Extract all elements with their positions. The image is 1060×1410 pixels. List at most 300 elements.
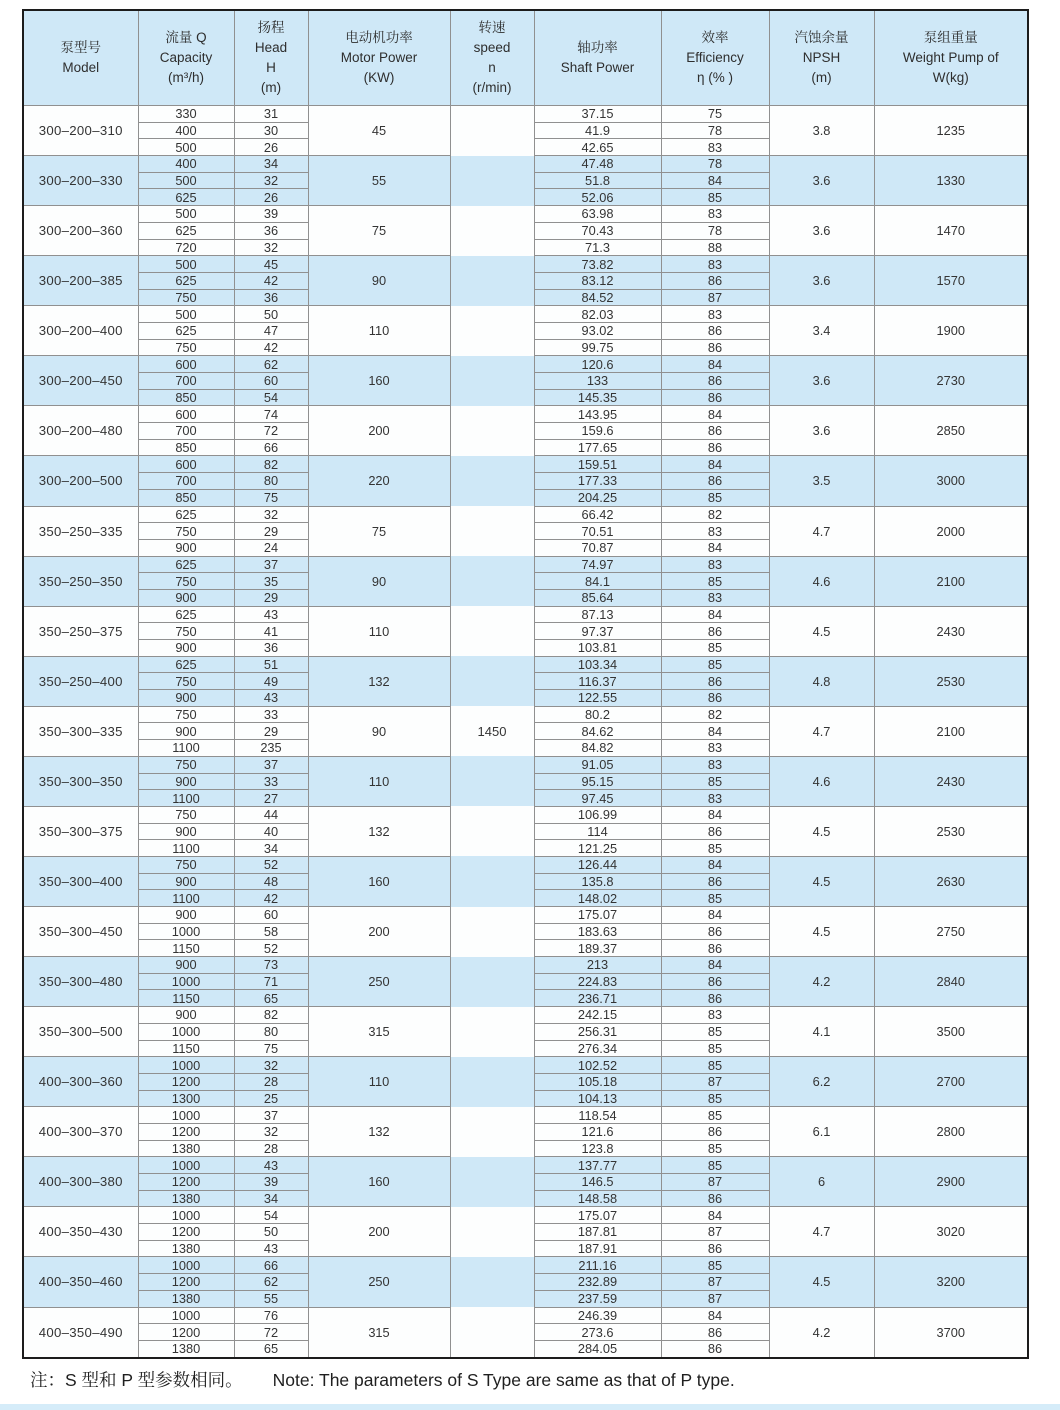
motor-power-cell: 250 xyxy=(308,1257,450,1307)
table-row xyxy=(23,907,1028,924)
speed-cell xyxy=(450,473,534,490)
shaft-power-cell: 83.12 xyxy=(534,272,661,289)
weight-cell: 2530 xyxy=(874,656,1028,706)
head-cell: 43 xyxy=(234,1157,308,1174)
motor-power-cell: 132 xyxy=(308,806,450,856)
model-cell: 300–200–310 xyxy=(23,106,138,156)
head-cell: 25 xyxy=(234,1090,308,1107)
header-line: 扬程 xyxy=(257,19,285,35)
efficiency-cell: 86 xyxy=(661,373,769,390)
head-cell: 47 xyxy=(234,322,308,339)
shaft-power-cell: 284.05 xyxy=(534,1340,661,1357)
capacity-cell: 700 xyxy=(138,473,234,490)
capacity-cell: 1380 xyxy=(138,1290,234,1307)
motor-power-cell: 160 xyxy=(308,1157,450,1207)
capacity-cell: 500 xyxy=(138,139,234,156)
head-cell: 76 xyxy=(234,1307,308,1324)
capacity-cell: 600 xyxy=(138,356,234,373)
capacity-cell: 600 xyxy=(138,456,234,473)
head-cell: 33 xyxy=(234,773,308,790)
speed-cell xyxy=(450,957,534,974)
capacity-cell: 1200 xyxy=(138,1274,234,1291)
speed-cell xyxy=(450,589,534,606)
capacity-cell: 900 xyxy=(138,873,234,890)
capacity-cell: 850 xyxy=(138,389,234,406)
speed-cell xyxy=(450,306,534,323)
weight-cell: 2430 xyxy=(874,606,1028,656)
speed-cell xyxy=(450,523,534,540)
speed-cell xyxy=(450,272,534,289)
efficiency-cell: 83 xyxy=(661,740,769,757)
speed-cell xyxy=(450,1073,534,1090)
speed-cell xyxy=(450,1007,534,1024)
capacity-cell: 1200 xyxy=(138,1324,234,1341)
head-cell: 52 xyxy=(234,940,308,957)
table-row xyxy=(23,1307,1028,1324)
speed-cell xyxy=(450,1174,534,1191)
head-cell: 80 xyxy=(234,473,308,490)
capacity-cell: 850 xyxy=(138,439,234,456)
speed-cell xyxy=(450,1274,534,1291)
npsh-cell: 3.4 xyxy=(769,306,874,356)
efficiency-cell: 86 xyxy=(661,473,769,490)
model-cell: 350–250–375 xyxy=(23,606,138,656)
shaft-power-cell: 236.71 xyxy=(534,990,661,1007)
capacity-cell: 625 xyxy=(138,506,234,523)
efficiency-cell: 85 xyxy=(661,1257,769,1274)
head-cell: 65 xyxy=(234,1340,308,1357)
head-cell: 36 xyxy=(234,289,308,306)
model-cell: 350–250–400 xyxy=(23,656,138,706)
efficiency-cell: 86 xyxy=(661,823,769,840)
capacity-cell: 750 xyxy=(138,706,234,723)
head-cell: 45 xyxy=(234,256,308,273)
head-cell: 52 xyxy=(234,856,308,873)
table-row xyxy=(23,1157,1028,1174)
npsh-cell: 3.8 xyxy=(769,106,874,156)
weight-cell: 1900 xyxy=(874,306,1028,356)
speed-cell xyxy=(450,189,534,206)
efficiency-cell: 86 xyxy=(661,1240,769,1257)
head-cell: 41 xyxy=(234,623,308,640)
efficiency-cell: 84 xyxy=(661,406,769,423)
table-row xyxy=(23,306,1028,323)
speed-cell xyxy=(450,1307,534,1324)
efficiency-cell: 84 xyxy=(661,172,769,189)
efficiency-cell: 82 xyxy=(661,506,769,523)
header-line: (r/min) xyxy=(472,80,512,96)
speed-cell xyxy=(450,940,534,957)
weight-cell: 3500 xyxy=(874,1007,1028,1057)
shaft-power-cell: 97.45 xyxy=(534,790,661,807)
table-row xyxy=(23,1207,1028,1224)
efficiency-cell: 78 xyxy=(661,156,769,173)
head-cell: 43 xyxy=(234,690,308,707)
head-cell: 58 xyxy=(234,923,308,940)
efficiency-cell: 78 xyxy=(661,122,769,139)
speed-cell xyxy=(450,656,534,673)
efficiency-cell: 86 xyxy=(661,623,769,640)
efficiency-cell: 86 xyxy=(661,423,769,440)
head-cell: 39 xyxy=(234,206,308,223)
shaft-power-cell: 121.6 xyxy=(534,1123,661,1140)
model-cell: 350–300–350 xyxy=(23,756,138,806)
efficiency-cell: 86 xyxy=(661,389,769,406)
speed-cell xyxy=(450,806,534,823)
model-cell: 350–300–500 xyxy=(23,1007,138,1057)
head-cell: 54 xyxy=(234,1207,308,1224)
shaft-power-cell: 148.58 xyxy=(534,1190,661,1207)
table-row xyxy=(23,506,1028,523)
header-line: 泵型号 xyxy=(60,39,101,55)
header-line: Shaft Power xyxy=(560,60,635,75)
efficiency-cell: 82 xyxy=(661,706,769,723)
shaft-power-cell: 105.18 xyxy=(534,1073,661,1090)
motor-power-cell: 110 xyxy=(308,756,450,806)
shaft-power-cell: 204.25 xyxy=(534,489,661,506)
npsh-cell: 3.6 xyxy=(769,256,874,306)
efficiency-cell: 86 xyxy=(661,940,769,957)
motor-power-cell: 315 xyxy=(308,1007,450,1057)
table-row xyxy=(23,856,1028,873)
shaft-power-cell: 104.13 xyxy=(534,1090,661,1107)
model-cell: 300–200–450 xyxy=(23,356,138,406)
speed-cell xyxy=(450,1123,534,1140)
efficiency-cell: 86 xyxy=(661,873,769,890)
efficiency-cell: 83 xyxy=(661,589,769,606)
speed-cell xyxy=(450,423,534,440)
head-cell: 48 xyxy=(234,873,308,890)
capacity-cell: 1380 xyxy=(138,1240,234,1257)
efficiency-cell: 85 xyxy=(661,840,769,857)
npsh-cell: 6.1 xyxy=(769,1107,874,1157)
speed-cell xyxy=(450,239,534,256)
model-cell: 350–300–335 xyxy=(23,706,138,756)
motor-power-cell: 110 xyxy=(308,306,450,356)
capacity-cell: 900 xyxy=(138,723,234,740)
shaft-power-cell: 177.65 xyxy=(534,439,661,456)
shaft-power-cell: 37.15 xyxy=(534,106,661,123)
speed-cell xyxy=(450,706,534,723)
column-header-head xyxy=(234,10,308,106)
table-row xyxy=(23,656,1028,673)
capacity-cell: 750 xyxy=(138,573,234,590)
efficiency-cell: 84 xyxy=(661,606,769,623)
speed-cell xyxy=(450,256,534,273)
npsh-cell: 4.8 xyxy=(769,656,874,706)
capacity-cell: 1380 xyxy=(138,1190,234,1207)
capacity-cell: 1000 xyxy=(138,1023,234,1040)
column-header-weight xyxy=(874,10,1028,106)
shaft-power-cell: 123.8 xyxy=(534,1140,661,1157)
shaft-power-cell: 148.02 xyxy=(534,890,661,907)
efficiency-cell: 85 xyxy=(661,1057,769,1074)
speed-cell xyxy=(450,623,534,640)
capacity-cell: 330 xyxy=(138,106,234,123)
head-cell: 75 xyxy=(234,489,308,506)
speed-cell xyxy=(450,973,534,990)
efficiency-cell: 83 xyxy=(661,756,769,773)
weight-cell: 1570 xyxy=(874,256,1028,306)
efficiency-cell: 86 xyxy=(661,690,769,707)
head-cell: 24 xyxy=(234,539,308,556)
speed-cell xyxy=(450,106,534,123)
head-cell: 30 xyxy=(234,122,308,139)
shaft-power-cell: 116.37 xyxy=(534,673,661,690)
efficiency-cell: 78 xyxy=(661,222,769,239)
speed-cell xyxy=(450,606,534,623)
speed-cell xyxy=(450,1340,534,1357)
capacity-cell: 700 xyxy=(138,423,234,440)
shaft-power-cell: 159.51 xyxy=(534,456,661,473)
speed-cell xyxy=(450,1190,534,1207)
shaft-power-cell: 103.81 xyxy=(534,640,661,657)
efficiency-cell: 85 xyxy=(661,656,769,673)
capacity-cell: 1200 xyxy=(138,1073,234,1090)
header-line: 汽蚀余量 xyxy=(794,29,849,45)
motor-power-cell: 200 xyxy=(308,1207,450,1257)
npsh-cell: 4.7 xyxy=(769,1207,874,1257)
capacity-cell: 1300 xyxy=(138,1090,234,1107)
header-line: 轴功率 xyxy=(577,39,618,55)
capacity-cell: 750 xyxy=(138,523,234,540)
speed-cell xyxy=(450,506,534,523)
capacity-cell: 625 xyxy=(138,189,234,206)
shaft-power-cell: 63.98 xyxy=(534,206,661,223)
speed-cell xyxy=(450,322,534,339)
header-line: Motor Power xyxy=(340,49,418,65)
shaft-power-cell: 133 xyxy=(534,373,661,390)
capacity-cell: 750 xyxy=(138,673,234,690)
header-line: 效率 xyxy=(701,29,729,45)
shaft-power-cell: 84.52 xyxy=(534,289,661,306)
capacity-cell: 1200 xyxy=(138,1174,234,1191)
head-cell: 44 xyxy=(234,806,308,823)
header-line: n xyxy=(488,60,496,75)
shaft-power-cell: 91.05 xyxy=(534,756,661,773)
capacity-cell: 1380 xyxy=(138,1340,234,1357)
capacity-cell: 1150 xyxy=(138,1040,234,1057)
shaft-power-cell: 175.07 xyxy=(534,1207,661,1224)
efficiency-cell: 86 xyxy=(661,990,769,1007)
head-cell: 73 xyxy=(234,957,308,974)
head-cell: 26 xyxy=(234,189,308,206)
capacity-cell: 900 xyxy=(138,957,234,974)
capacity-cell: 1000 xyxy=(138,973,234,990)
speed-cell xyxy=(450,1107,534,1124)
speed-cell xyxy=(450,840,534,857)
weight-cell: 2700 xyxy=(874,1057,1028,1107)
motor-power-cell: 55 xyxy=(308,156,450,206)
model-cell: 300–200–480 xyxy=(23,406,138,456)
shaft-power-cell: 177.33 xyxy=(534,473,661,490)
speed-cell: 1450 xyxy=(450,723,534,740)
model-cell: 400–300–380 xyxy=(23,1157,138,1207)
npsh-cell: 6 xyxy=(769,1157,874,1207)
table-row xyxy=(23,456,1028,473)
shaft-power-cell: 122.55 xyxy=(534,690,661,707)
shaft-power-cell: 273.6 xyxy=(534,1324,661,1341)
head-cell: 28 xyxy=(234,1140,308,1157)
capacity-cell: 900 xyxy=(138,773,234,790)
speed-cell xyxy=(450,923,534,940)
model-cell: 400–300–360 xyxy=(23,1057,138,1107)
efficiency-cell: 84 xyxy=(661,806,769,823)
column-header-motor-power xyxy=(308,10,450,106)
shaft-power-cell: 47.48 xyxy=(534,156,661,173)
npsh-cell: 3.6 xyxy=(769,356,874,406)
head-cell: 36 xyxy=(234,222,308,239)
header-line: Capacity xyxy=(159,49,213,65)
capacity-cell: 1200 xyxy=(138,1123,234,1140)
column-header-npsh xyxy=(769,10,874,106)
shaft-power-cell: 137.77 xyxy=(534,1157,661,1174)
head-cell: 42 xyxy=(234,339,308,356)
table-row xyxy=(23,806,1028,823)
speed-cell xyxy=(450,206,534,223)
head-cell: 37 xyxy=(234,1107,308,1124)
shaft-power-cell: 93.02 xyxy=(534,322,661,339)
model-cell: 300–200–360 xyxy=(23,206,138,256)
shaft-power-cell: 237.59 xyxy=(534,1290,661,1307)
capacity-cell: 900 xyxy=(138,539,234,556)
efficiency-cell: 86 xyxy=(661,1340,769,1357)
model-cell: 400–300–370 xyxy=(23,1107,138,1157)
model-cell: 400–350–430 xyxy=(23,1207,138,1257)
capacity-cell: 500 xyxy=(138,172,234,189)
header-row xyxy=(23,10,1028,106)
speed-cell xyxy=(450,489,534,506)
shaft-power-cell: 135.8 xyxy=(534,873,661,890)
speed-cell xyxy=(450,1324,534,1341)
table-row xyxy=(23,206,1028,223)
head-cell: 43 xyxy=(234,606,308,623)
shaft-power-cell: 103.34 xyxy=(534,656,661,673)
npsh-cell: 4.2 xyxy=(769,957,874,1007)
head-cell: 29 xyxy=(234,723,308,740)
shaft-power-cell: 224.83 xyxy=(534,973,661,990)
speed-cell xyxy=(450,406,534,423)
speed-cell xyxy=(450,456,534,473)
head-cell: 49 xyxy=(234,673,308,690)
efficiency-cell: 83 xyxy=(661,1007,769,1024)
head-cell: 54 xyxy=(234,389,308,406)
motor-power-cell: 132 xyxy=(308,656,450,706)
shaft-power-cell: 159.6 xyxy=(534,423,661,440)
npsh-cell: 4.6 xyxy=(769,756,874,806)
speed-cell xyxy=(450,373,534,390)
npsh-cell: 4.5 xyxy=(769,606,874,656)
efficiency-cell: 84 xyxy=(661,907,769,924)
head-cell: 35 xyxy=(234,573,308,590)
efficiency-cell: 85 xyxy=(661,890,769,907)
weight-cell: 2000 xyxy=(874,506,1028,556)
capacity-cell: 1000 xyxy=(138,1107,234,1124)
shaft-power-cell: 118.54 xyxy=(534,1107,661,1124)
speed-cell xyxy=(450,1224,534,1241)
shaft-power-cell: 189.37 xyxy=(534,940,661,957)
weight-cell: 2100 xyxy=(874,706,1028,756)
shaft-power-cell: 70.43 xyxy=(534,222,661,239)
speed-cell xyxy=(450,539,534,556)
efficiency-cell: 84 xyxy=(661,1307,769,1324)
head-cell: 34 xyxy=(234,840,308,857)
head-cell: 39 xyxy=(234,1174,308,1191)
header-line: speed xyxy=(473,39,511,55)
speed-cell xyxy=(450,1240,534,1257)
capacity-cell: 750 xyxy=(138,806,234,823)
speed-cell xyxy=(450,389,534,406)
shaft-power-cell: 102.52 xyxy=(534,1057,661,1074)
efficiency-cell: 85 xyxy=(661,573,769,590)
efficiency-cell: 85 xyxy=(661,189,769,206)
motor-power-cell: 160 xyxy=(308,856,450,906)
head-cell: 62 xyxy=(234,356,308,373)
table-row xyxy=(23,156,1028,173)
efficiency-cell: 85 xyxy=(661,640,769,657)
shaft-power-cell: 97.37 xyxy=(534,623,661,640)
header-line: NPSH xyxy=(802,49,841,65)
head-cell: 37 xyxy=(234,756,308,773)
weight-cell: 2850 xyxy=(874,406,1028,456)
motor-power-cell: 90 xyxy=(308,256,450,306)
capacity-cell: 625 xyxy=(138,656,234,673)
header-line: Head xyxy=(254,39,288,55)
motor-power-cell: 220 xyxy=(308,456,450,506)
column-header-model xyxy=(23,10,138,106)
efficiency-cell: 84 xyxy=(661,356,769,373)
efficiency-cell: 85 xyxy=(661,1090,769,1107)
capacity-cell: 625 xyxy=(138,322,234,339)
column-header-shaft-power xyxy=(534,10,661,106)
head-cell: 40 xyxy=(234,823,308,840)
efficiency-cell: 83 xyxy=(661,206,769,223)
head-cell: 27 xyxy=(234,790,308,807)
efficiency-cell: 87 xyxy=(661,289,769,306)
capacity-cell: 500 xyxy=(138,206,234,223)
speed-cell xyxy=(450,1290,534,1307)
page-bottom-strip xyxy=(0,1404,1060,1410)
capacity-cell: 400 xyxy=(138,122,234,139)
pump-spec-table xyxy=(22,9,1029,1359)
capacity-cell: 900 xyxy=(138,690,234,707)
efficiency-cell: 83 xyxy=(661,523,769,540)
capacity-cell: 900 xyxy=(138,640,234,657)
weight-cell: 1235 xyxy=(874,106,1028,156)
shaft-power-cell: 256.31 xyxy=(534,1023,661,1040)
efficiency-cell: 86 xyxy=(661,1324,769,1341)
efficiency-cell: 87 xyxy=(661,1073,769,1090)
head-cell: 33 xyxy=(234,706,308,723)
motor-power-cell: 90 xyxy=(308,706,450,756)
head-cell: 82 xyxy=(234,456,308,473)
speed-cell xyxy=(450,439,534,456)
efficiency-cell: 86 xyxy=(661,439,769,456)
efficiency-cell: 84 xyxy=(661,957,769,974)
table-row xyxy=(23,1007,1028,1024)
efficiency-cell: 86 xyxy=(661,1123,769,1140)
header-line: 流量 Q xyxy=(165,29,207,45)
speed-cell xyxy=(450,773,534,790)
shaft-power-cell: 146.5 xyxy=(534,1174,661,1191)
capacity-cell: 750 xyxy=(138,756,234,773)
capacity-cell: 750 xyxy=(138,339,234,356)
capacity-cell: 1100 xyxy=(138,840,234,857)
capacity-cell: 1200 xyxy=(138,1224,234,1241)
head-cell: 42 xyxy=(234,890,308,907)
header-line: (m³/h) xyxy=(168,70,204,86)
head-cell: 60 xyxy=(234,907,308,924)
